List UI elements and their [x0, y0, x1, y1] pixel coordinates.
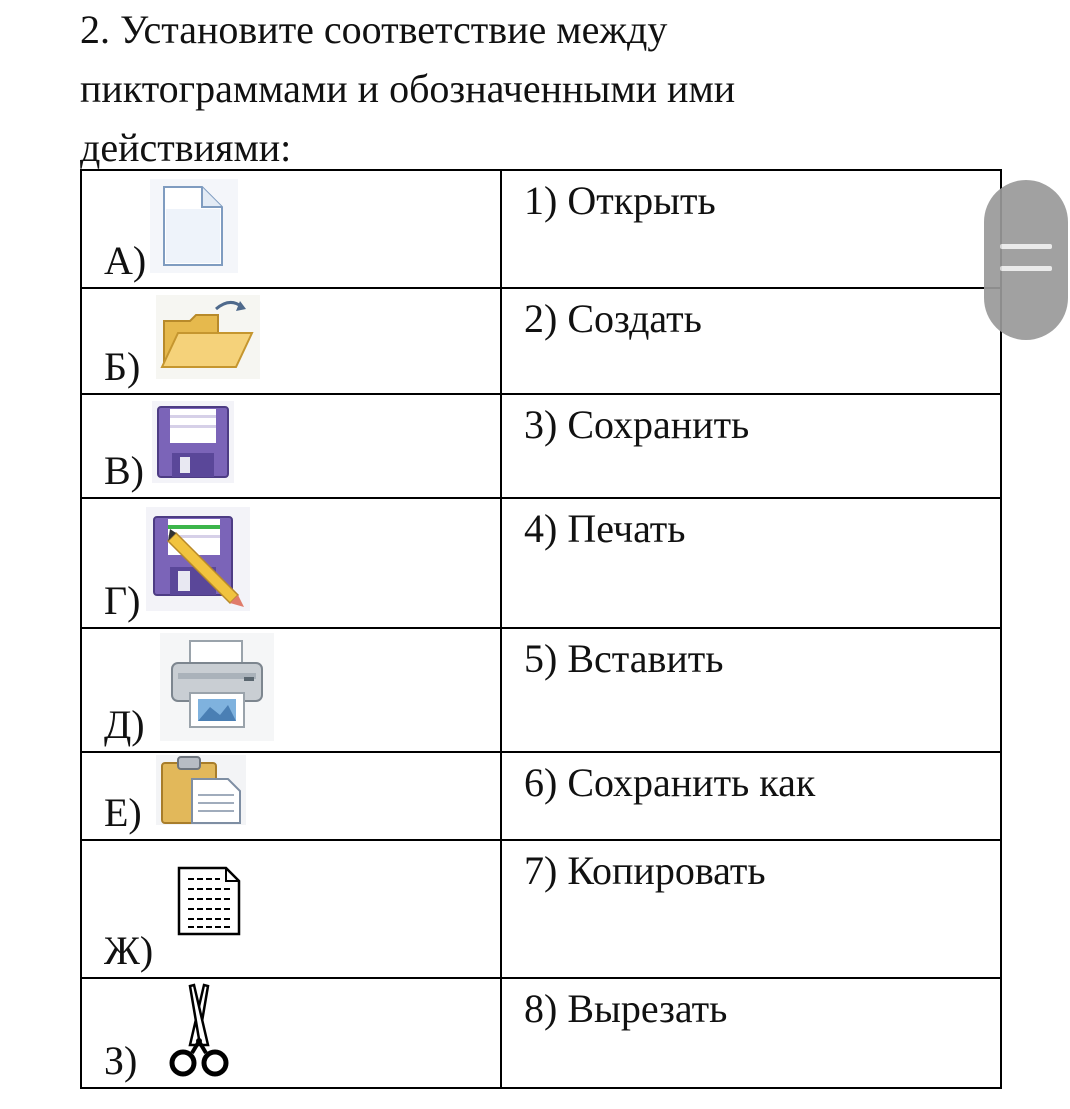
handle-grip-line — [1000, 266, 1052, 271]
row-letter: Е) — [104, 790, 142, 835]
icon-cell — [81, 840, 501, 978]
question-line-3: действиями: — [80, 125, 292, 170]
icon-cell — [81, 978, 501, 1088]
action-cell — [501, 498, 1001, 628]
question-text — [80, 0, 980, 177]
action-option: 8) Вырезать — [524, 986, 728, 1031]
icon-cell — [81, 170, 501, 288]
action-cell — [501, 752, 1001, 840]
action-option: 6) Сохранить как — [524, 760, 816, 805]
table-row — [81, 288, 1001, 394]
row-letter: В) — [104, 448, 144, 493]
action-option: 7) Копировать — [524, 848, 766, 893]
table-row — [81, 978, 1001, 1088]
new-document-icon — [150, 179, 238, 273]
handle-grip-line — [1000, 244, 1052, 249]
action-cell — [501, 394, 1001, 498]
icon-cell — [81, 288, 501, 394]
floppy-disk-pencil-save-as-icon — [146, 507, 250, 611]
action-cell — [501, 840, 1001, 978]
icon-cell — [81, 394, 501, 498]
row-letter: Б) — [104, 344, 141, 389]
floppy-disk-save-icon — [152, 401, 234, 483]
action-option: 4) Печать — [524, 506, 686, 551]
icon-cell — [81, 498, 501, 628]
table-row — [81, 840, 1001, 978]
table-row — [81, 394, 1001, 498]
action-cell — [501, 288, 1001, 394]
action-cell — [501, 170, 1001, 288]
row-letter: Д) — [104, 702, 145, 747]
icon-cell — [81, 628, 501, 752]
row-letter: Г) — [104, 578, 141, 623]
action-cell — [501, 628, 1001, 752]
table-row — [81, 752, 1001, 840]
table-row — [81, 628, 1001, 752]
clipboard-paste-icon — [156, 755, 246, 825]
scroll-handle[interactable] — [984, 180, 1068, 340]
document-copy-icon — [176, 865, 242, 937]
action-option: 3) Сохранить — [524, 402, 750, 447]
matching-table — [80, 169, 1002, 1089]
action-option: 1) Открыть — [524, 178, 716, 223]
table-row — [81, 498, 1001, 628]
question-line-1: 2. Установите соответствие между — [80, 7, 668, 52]
question-line-2: пиктограммами и обозначенными ими — [80, 66, 736, 111]
row-letter: Ж) — [104, 928, 154, 973]
action-cell — [501, 978, 1001, 1088]
row-letter: З) — [104, 1038, 138, 1083]
action-option: 2) Создать — [524, 296, 702, 341]
row-letter: А) — [104, 238, 147, 283]
table-row — [81, 170, 1001, 288]
scissors-cut-icon — [168, 983, 230, 1079]
icon-cell — [81, 752, 501, 840]
action-option: 5) Вставить — [524, 636, 724, 681]
open-folder-icon — [156, 295, 260, 379]
printer-icon — [160, 633, 274, 741]
